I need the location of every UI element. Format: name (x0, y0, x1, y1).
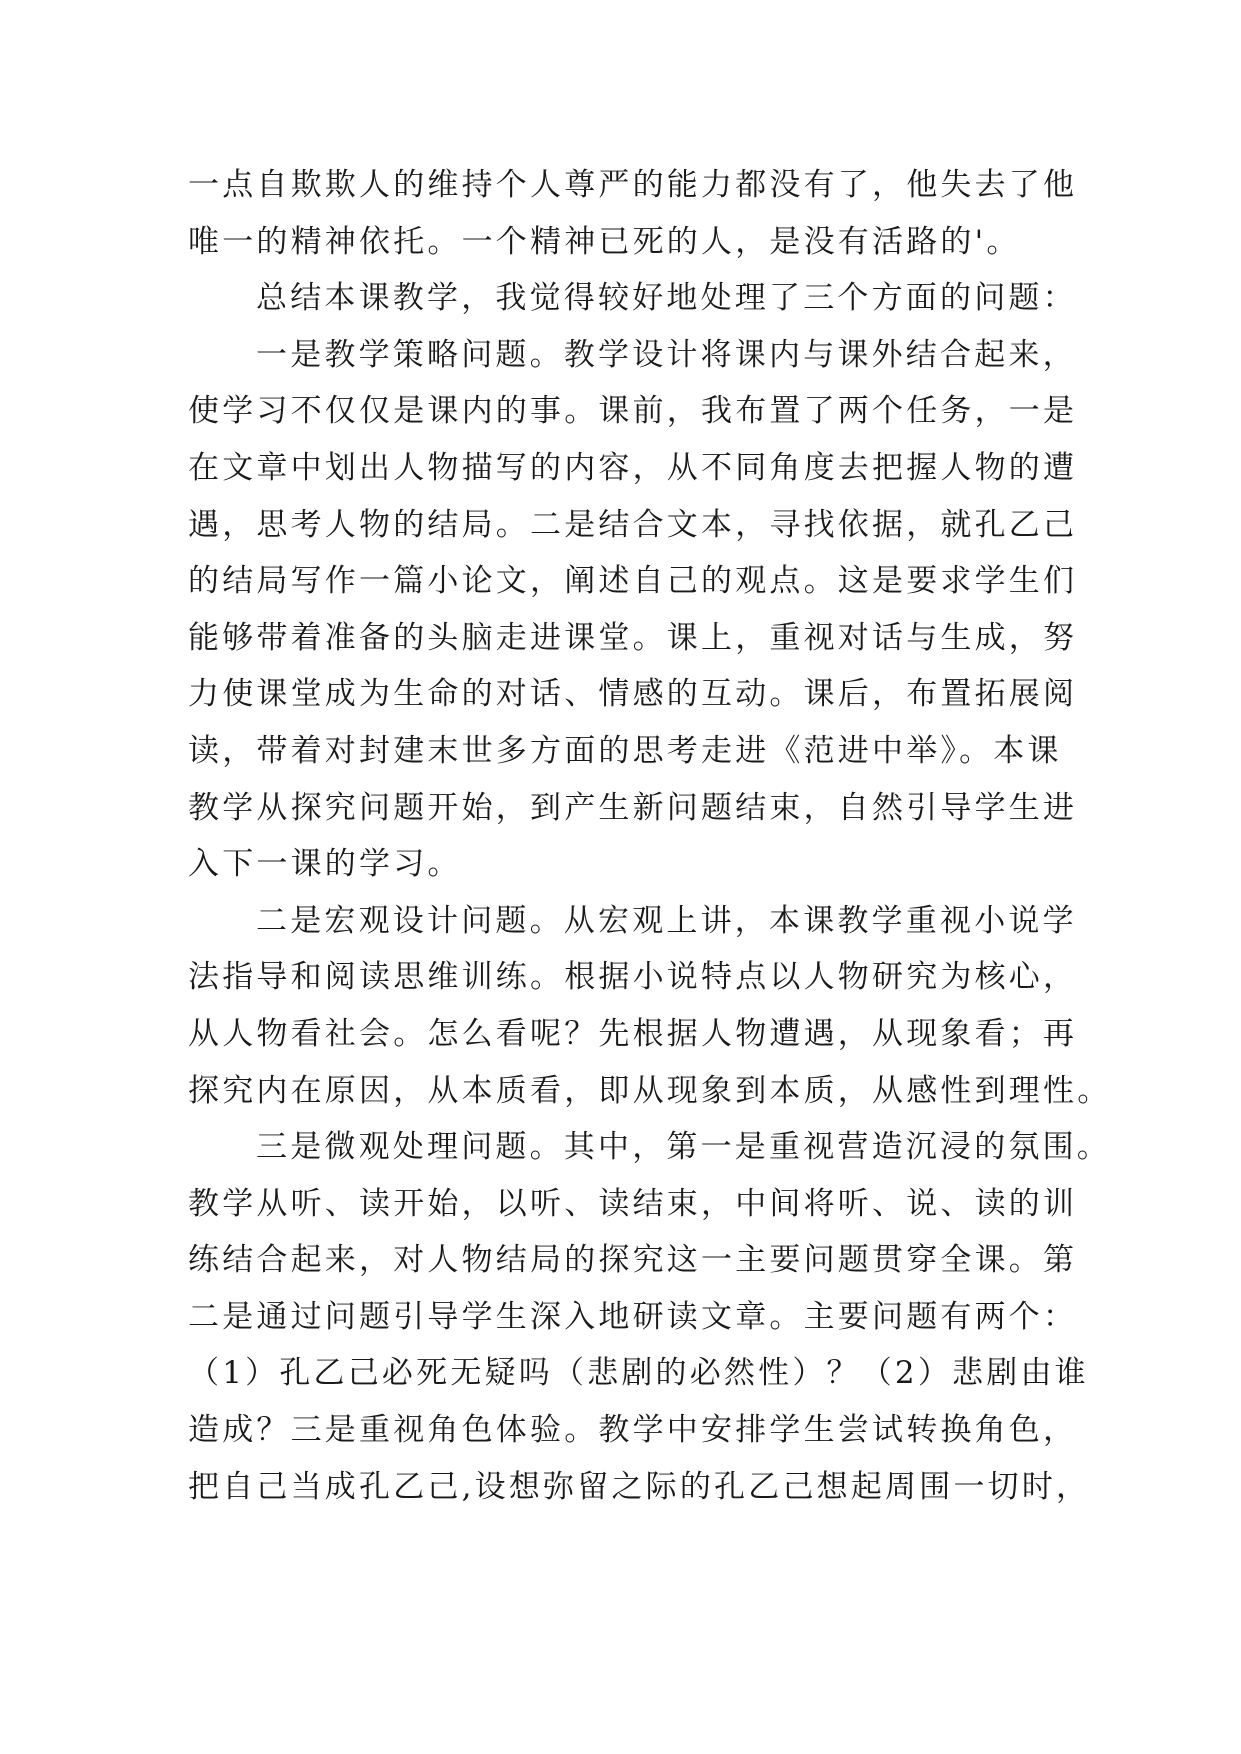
paragraph-start-line: 二是宏观设计问题。从宏观上讲，本课教学重视小说学 (256, 902, 1077, 939)
text-line: 在文章中划出人物描写的内容，从不同角度去把握人物的遭 (188, 449, 1078, 486)
text-line: （1）孔乙己必死无疑吗（悲剧的必然性）？（2）悲剧由谁 (188, 1355, 1089, 1392)
text-line: 的结局写作一篇小论文，阐述自己的观点。这是要求学生们 (188, 563, 1078, 600)
text-line: 遇，思考人物的结局。二是结合文本，寻找依据，就孔乙己 (188, 506, 1078, 543)
text-line: 读，带着对封建末世多方面的思考走进《范进中举》。本课 (188, 732, 1062, 769)
text-line: 探究内在原因，从本质看，即从现象到本质，从感性到理性。 (188, 1072, 1112, 1109)
text-line: 教学从听、读开始，以听、读结束，中间将听、说、读的训 (188, 1185, 1078, 1222)
text-line: 使学习不仅仅是课内的事。课前，我布置了两个任务，一是 (188, 393, 1078, 430)
text-line: 造成？三是重视角色体验。教学中安排学生尝试转换角色， (188, 1412, 1078, 1449)
text-line: 二是通过问题引导学生深入地研读文章。主要问题有两个： (188, 1298, 1078, 1335)
text-line: 力使课堂成为生命的对话、情感的互动。课后，布置拓展阅 (188, 676, 1078, 713)
text-line: 能够带着准备的头脑走进课堂。课上，重视对话与生成，努 (188, 619, 1078, 656)
text-line: 练结合起来，对人物结局的探究这一主要问题贯穿全课。第 (188, 1242, 1078, 1279)
text-line: 从人物看社会。怎么看呢？先根据人物遭遇，从现象看；再 (188, 1015, 1078, 1052)
text-line: 一点自欺欺人的维持个人尊严的能力都没有了，他失去了他 (188, 167, 1078, 203)
text-line: 教学从探究问题开始，到产生新问题结束，自然引导学生进 (188, 789, 1078, 826)
text-line: 唯一的精神依托。一个精神已死的人，是没有活路的'。 (188, 223, 1021, 260)
text-line: 法指导和阅读思维训练。根据小说特点以人物研究为核心， (188, 959, 1078, 996)
text-line: 把自己当成孔乙己,设想弥留之际的孔乙己想起周围一切时， (188, 1468, 1091, 1505)
text-line: 入下一课的学习。 (188, 846, 462, 883)
paragraph-start-line: 一是教学策略问题。教学设计将课内与课外结合起来， (256, 336, 1077, 373)
paragraph-start-line: 三是微观处理问题。其中，第一是重视营造沉浸的氛围。 (256, 1129, 1111, 1166)
paragraph-start-line: 总结本课教学，我觉得较好地处理了三个方面的问题： (256, 280, 1077, 317)
body-text (188, 157, 1112, 1515)
